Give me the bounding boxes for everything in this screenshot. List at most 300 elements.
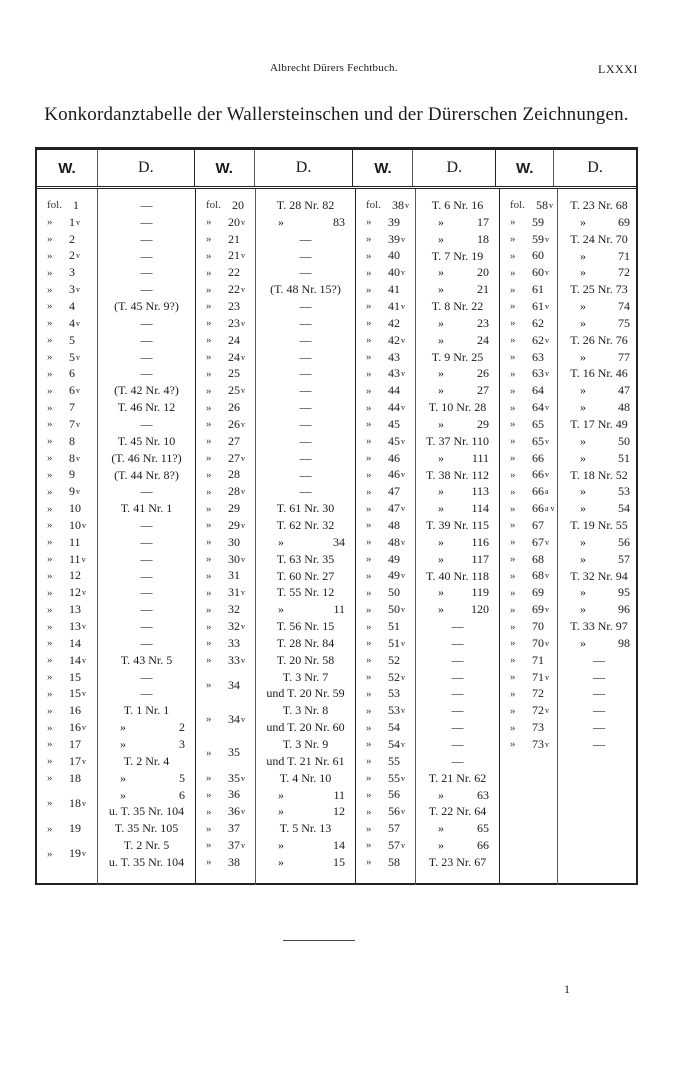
ditto-mark: » <box>580 248 586 263</box>
folio-prefix: fol. <box>510 199 525 212</box>
folio-number: 34 <box>228 677 240 692</box>
drawing-entry <box>256 399 355 416</box>
folio-side: v <box>82 798 86 808</box>
ditto-mark: » <box>47 249 53 262</box>
drawing-entry <box>98 753 195 770</box>
drawing-number: 47 <box>618 383 630 398</box>
drawing-entry <box>256 500 355 517</box>
ditto-mark: » <box>510 401 516 414</box>
folio-entry <box>196 483 255 500</box>
ditto-mark: » <box>206 435 212 448</box>
folio-number: 31 <box>228 585 240 600</box>
folio-side: v <box>401 706 405 716</box>
ditto-mark: » <box>366 620 372 633</box>
folio-entry <box>500 399 557 416</box>
ditto-mark: » <box>206 418 212 431</box>
no-match-dash: — <box>451 652 464 667</box>
folio-side: v <box>81 554 86 564</box>
folio-number: 40 <box>388 248 400 263</box>
ditto-line <box>416 315 499 332</box>
ditto-mark: » <box>580 450 586 465</box>
folio-number: 61 <box>532 282 544 297</box>
folio-number: 41 <box>388 298 400 313</box>
folio-number: 63 <box>532 349 544 364</box>
folio-entry <box>196 517 255 534</box>
folio-entry <box>500 635 557 652</box>
folio-number: 66 <box>532 484 544 499</box>
folio-entry <box>356 467 415 484</box>
drawing-entry <box>416 568 499 585</box>
drawing-entry <box>416 669 499 686</box>
no-match-dash: — <box>299 450 312 465</box>
folio-number: 55 <box>388 770 400 785</box>
folio-side: v <box>401 234 405 244</box>
ditto-mark: » <box>47 704 53 717</box>
folio-number: 39 <box>388 231 400 246</box>
folio-number: 25 <box>228 383 240 398</box>
ditto-line <box>558 635 640 652</box>
drawing-entry <box>416 500 499 517</box>
folio-entry <box>196 803 255 820</box>
folio-number: 4 <box>69 298 75 313</box>
drawing-number: 117 <box>471 551 489 566</box>
folio-number: 17 <box>69 753 81 768</box>
folio-entry <box>356 500 415 517</box>
ditto-mark: » <box>366 721 372 734</box>
drawing-entry <box>558 736 640 753</box>
ditto-mark: » <box>206 283 212 296</box>
no-match-dash: — <box>451 737 464 751</box>
no-match-dash: — <box>451 619 464 634</box>
folio-side: v <box>76 217 80 227</box>
no-match-dash: — <box>140 265 153 280</box>
ditto-mark: » <box>278 804 284 819</box>
drawing-entry <box>98 669 195 686</box>
folio-entry <box>196 450 255 467</box>
folio-side: v <box>241 655 245 665</box>
folio-entry <box>356 669 415 686</box>
drawing-entry <box>98 467 195 484</box>
drawing-entry <box>416 702 499 719</box>
ditto-mark: » <box>580 265 586 280</box>
folio-number: 12 <box>69 568 81 583</box>
folio-number: 5 <box>69 332 75 347</box>
ditto-mark: » <box>47 317 53 330</box>
drawing-ref: T. 35 Nr. 105 <box>114 821 179 836</box>
folio-entry <box>196 248 255 265</box>
drawing-entry <box>98 483 195 500</box>
folio-side: v <box>545 638 549 648</box>
table-body <box>37 189 636 885</box>
ditto-mark: » <box>206 654 212 667</box>
drawing-entry <box>256 736 355 770</box>
folio-entry <box>37 618 97 635</box>
ditto-mark: » <box>580 315 586 330</box>
no-match-dash: — <box>140 518 153 533</box>
drawing-number: 65 <box>477 821 489 836</box>
page-number: 1 <box>564 982 570 996</box>
ditto-mark: » <box>438 315 444 330</box>
folio-entry <box>196 702 255 736</box>
folio-entry <box>196 568 255 585</box>
ditto-line <box>558 315 640 332</box>
folio-side: v <box>545 268 549 278</box>
folio-side: v <box>545 369 549 379</box>
drawing-ref: T. 2 Nr. 4 <box>123 753 170 768</box>
drawing-ref: (T. 44 Nr. 8?) <box>114 467 179 482</box>
drawing-entry <box>558 450 640 467</box>
no-match-dash: — <box>140 534 153 549</box>
drawing-ref: T. 17 Nr. 49 <box>570 416 628 431</box>
drawing-entry <box>558 483 640 500</box>
no-match-dash: — <box>593 686 605 701</box>
ditto-mark: » <box>47 687 53 700</box>
ditto-mark: » <box>47 671 53 684</box>
no-match-dash: — <box>140 619 153 634</box>
folio-number: 58 <box>536 197 548 212</box>
folio-number: 39 <box>388 214 400 229</box>
ditto-mark: » <box>510 671 516 684</box>
folio-number: 13 <box>69 602 81 617</box>
drawing-entry <box>256 349 355 366</box>
folio-side: v <box>82 756 86 766</box>
no-match-dash: — <box>593 652 605 667</box>
table-header <box>37 150 636 189</box>
drawing-ref: T. 1 Nr. 1 <box>123 703 170 718</box>
ditto-mark: » <box>510 687 516 700</box>
ditto-mark: » <box>510 249 516 262</box>
no-match-dash: — <box>593 720 605 735</box>
drawing-ref: T. 37 Nr. 110 <box>426 433 489 448</box>
drawing-entry <box>98 820 195 837</box>
ditto-mark: » <box>510 468 516 481</box>
folio-side: v <box>545 301 549 311</box>
ditto-line <box>416 365 499 382</box>
drawing-entry <box>558 365 640 382</box>
ditto-mark: » <box>510 283 516 296</box>
drawing-ref: T. 55 Nr. 12 <box>276 585 335 600</box>
ditto-mark: » <box>366 317 372 330</box>
folio-number: 14 <box>69 652 81 667</box>
folio-entry <box>37 467 97 484</box>
drawing-ref: u. T. 35 Nr. 104 <box>108 804 185 819</box>
ditto-mark: » <box>366 384 372 397</box>
drawing-ref: T. 28 Nr. 82 <box>276 198 335 212</box>
no-match-dash: — <box>299 265 312 280</box>
drawing-entry <box>98 214 195 231</box>
folio-number: 52 <box>388 652 400 667</box>
folio-entry <box>37 753 97 770</box>
no-match-dash: — <box>451 686 464 701</box>
ditto-mark: » <box>366 805 372 818</box>
drawing-entry <box>256 214 355 231</box>
folio-side: v <box>401 537 405 547</box>
header-d: D. <box>587 159 603 176</box>
drawing-number: 2 <box>179 720 185 735</box>
ditto-mark: » <box>47 721 53 734</box>
running-title: Albrecht Dürers Fechtbuch. <box>270 62 398 74</box>
folio-entry <box>500 517 557 534</box>
folio-entry <box>500 669 557 686</box>
folio-entry <box>37 652 97 669</box>
no-match-dash: — <box>451 635 464 650</box>
folio-entry <box>356 534 415 551</box>
folio-entry <box>356 736 415 753</box>
drawing-ref: T. 46 Nr. 12 <box>117 400 176 415</box>
folio-side: v <box>401 436 405 446</box>
folio-entry <box>37 450 97 467</box>
ditto-mark: » <box>47 216 53 229</box>
drawing-entry <box>256 197 355 214</box>
ditto-line <box>416 500 499 517</box>
folio-number: 51 <box>388 619 400 634</box>
drawing-entry <box>98 584 195 601</box>
drawing-ref: T. 26 Nr. 76 <box>570 332 628 347</box>
ditto-mark: » <box>366 839 372 852</box>
drawing-entry <box>98 433 195 450</box>
ditto-mark: » <box>510 603 516 616</box>
drawing-entry <box>416 652 499 669</box>
ditto-mark: » <box>47 519 53 532</box>
drawing-ref: T. 4 Nr. 10 <box>279 770 332 785</box>
ditto-mark: » <box>206 856 212 869</box>
drawing-entry <box>98 736 195 753</box>
drawing-entry <box>416 416 499 433</box>
drawing-entry <box>98 618 195 635</box>
drawing-entry <box>558 568 640 585</box>
folio-number: 6 <box>69 366 75 381</box>
drawing-entry <box>416 820 499 837</box>
folio-number: 49 <box>388 568 400 583</box>
folio-number: 65 <box>532 416 544 431</box>
footnote-rule <box>283 940 355 941</box>
drawing-entry <box>256 820 355 837</box>
drawing-ref: T. 60 Nr. 27 <box>276 568 335 583</box>
folio-number: 72 <box>532 686 544 701</box>
ditto-mark: » <box>438 534 444 549</box>
drawing-number: 96 <box>618 602 630 617</box>
ditto-mark: » <box>580 349 586 364</box>
folio-entry <box>500 382 557 399</box>
no-match-dash: — <box>451 753 464 768</box>
drawing-ref: T. 6 Nr. 16 <box>431 198 484 212</box>
no-match-dash: — <box>299 467 312 482</box>
no-match-dash: — <box>140 248 153 263</box>
ditto-mark: » <box>47 401 53 414</box>
folio-entry <box>196 467 255 484</box>
no-match-dash: — <box>140 669 153 684</box>
drawing-entry <box>256 315 355 332</box>
folio-entry <box>37 365 97 382</box>
folio-entry <box>356 450 415 467</box>
folio-entry <box>356 837 415 854</box>
ditto-line <box>98 719 195 736</box>
folio-entry <box>356 787 415 804</box>
folio-entry <box>37 315 97 332</box>
drawing-number: 66 <box>477 838 489 853</box>
drawing-entry <box>558 197 640 214</box>
drawing-entry <box>416 753 499 770</box>
folio-entry <box>356 416 415 433</box>
ditto-mark: » <box>366 452 372 465</box>
folio-side: v <box>241 285 245 295</box>
drawing-entry <box>416 248 499 265</box>
folio-side: v <box>401 268 405 278</box>
d-column <box>558 189 640 885</box>
folio-entry <box>500 719 557 736</box>
drawing-entry <box>558 618 640 635</box>
ditto-mark: » <box>510 721 516 734</box>
folio-side: v <box>401 403 405 413</box>
ditto-mark: » <box>366 553 372 566</box>
drawing-entry <box>256 416 355 433</box>
ditto-mark: » <box>366 283 372 296</box>
folio-entry <box>196 635 255 652</box>
folio-entry <box>196 652 255 669</box>
no-match-dash: — <box>593 737 605 751</box>
drawing-entry <box>416 719 499 736</box>
drawing-entry <box>256 433 355 450</box>
folio-entry <box>37 517 97 534</box>
folio-number: 47 <box>388 501 400 516</box>
drawing-entry <box>256 601 355 618</box>
drawing-entry <box>558 416 640 433</box>
folio-entry <box>500 568 557 585</box>
drawing-ref: T. 10 Nr. 28 <box>428 400 487 415</box>
ditto-mark: » <box>47 603 53 616</box>
folio-number: 57 <box>388 821 400 836</box>
ditto-line <box>416 820 499 837</box>
drawing-entry <box>558 399 640 416</box>
folio-side: a v <box>545 504 555 514</box>
ditto-mark: » <box>510 233 516 246</box>
ditto-mark: » <box>438 450 444 465</box>
drawing-entry <box>416 281 499 298</box>
drawing-number: 53 <box>618 484 630 499</box>
ditto-mark: » <box>438 214 444 229</box>
ditto-mark: » <box>206 603 212 616</box>
folio-number: 18 <box>69 795 81 810</box>
ditto-mark: » <box>206 746 212 759</box>
folio-side: v <box>76 453 80 463</box>
folio-entry <box>37 635 97 652</box>
drawing-entry <box>416 601 499 618</box>
ditto-mark: » <box>206 637 212 650</box>
page-number-roman: LXXXI <box>598 62 638 76</box>
no-match-dash: — <box>140 332 153 347</box>
drawing-entry <box>558 349 640 366</box>
drawing-ref: T. 62 Nr. 32 <box>276 518 335 533</box>
drawing-entry <box>416 787 499 804</box>
ditto-mark: » <box>206 384 212 397</box>
drawing-entry <box>558 601 640 618</box>
drawing-number: 27 <box>477 383 489 398</box>
folio-number: 38 <box>392 197 404 212</box>
drawing-entry <box>558 685 640 702</box>
folio-number: 59 <box>532 231 544 246</box>
no-match-dash: — <box>451 669 464 684</box>
drawing-ref: T. 63 Nr. 35 <box>276 551 335 566</box>
folio-entry <box>196 551 255 568</box>
ditto-mark: » <box>580 551 586 566</box>
drawing-entry <box>98 770 195 787</box>
folio-entry <box>196 214 255 231</box>
drawing-number: 12 <box>333 804 345 819</box>
folio-number: 72 <box>532 703 544 718</box>
ditto-line <box>558 399 640 416</box>
folio-number: 56 <box>388 804 400 819</box>
ditto-mark: » <box>366 216 372 229</box>
ditto-line <box>558 534 640 551</box>
drawing-entry <box>98 719 195 736</box>
ditto-mark: » <box>47 797 53 810</box>
folio-side: v <box>401 807 405 817</box>
folio-entry <box>356 433 415 450</box>
folio-number: 48 <box>388 517 400 532</box>
folio-number: 16 <box>69 720 81 735</box>
ditto-mark: » <box>206 713 212 726</box>
ditto-line <box>256 601 355 618</box>
drawing-entry <box>558 214 640 231</box>
folio-side: v <box>241 840 245 850</box>
drawing-entry <box>98 837 195 871</box>
ditto-mark: » <box>366 485 372 498</box>
ditto-mark: » <box>366 603 372 616</box>
folio-side: v <box>241 807 245 817</box>
column-group <box>37 189 196 885</box>
ditto-mark: » <box>47 468 53 481</box>
folio-number: 69 <box>532 585 544 600</box>
ditto-mark: » <box>510 334 516 347</box>
drawing-ref: T. 61 Nr. 30 <box>276 501 335 516</box>
folio-number: 30 <box>228 534 240 549</box>
ditto-mark: » <box>206 468 212 481</box>
ditto-mark: » <box>580 484 586 499</box>
ditto-mark: » <box>438 484 444 499</box>
drawing-entry <box>98 601 195 618</box>
folio-entry <box>37 416 97 433</box>
drawing-entry <box>98 702 195 719</box>
ditto-mark: » <box>366 856 372 869</box>
no-match-dash: — <box>299 416 312 431</box>
folio-entry <box>500 652 557 669</box>
folio-number: 46 <box>388 450 400 465</box>
folio-number: 46 <box>388 467 400 482</box>
ditto-mark: » <box>366 654 372 667</box>
folio-number: 14 <box>69 635 81 650</box>
folio-entry <box>37 500 97 517</box>
drawing-number: 18 <box>477 231 489 246</box>
folio-number: 1 <box>69 214 75 229</box>
drawing-number: 56 <box>618 534 630 549</box>
folio-entry <box>356 231 415 248</box>
drawing-number: 50 <box>618 433 630 448</box>
drawing-ref: T. 8 Nr. 22 <box>431 299 484 314</box>
folio-number: 43 <box>388 349 400 364</box>
drawing-ref: T. 7 Nr. 19 <box>431 248 484 263</box>
folio-entry <box>500 433 557 450</box>
drawing-entry <box>98 332 195 349</box>
folio-number: 38 <box>228 854 240 869</box>
drawing-ref: T. 3 Nr. 8 <box>282 703 329 718</box>
ditto-mark: » <box>366 772 372 785</box>
folio-entry <box>500 315 557 332</box>
drawing-number: 3 <box>179 737 185 751</box>
drawing-ref: T. 43 Nr. 5 <box>120 652 173 667</box>
w-column <box>196 189 256 885</box>
folio-entry <box>356 315 415 332</box>
drawing-entry <box>416 517 499 534</box>
